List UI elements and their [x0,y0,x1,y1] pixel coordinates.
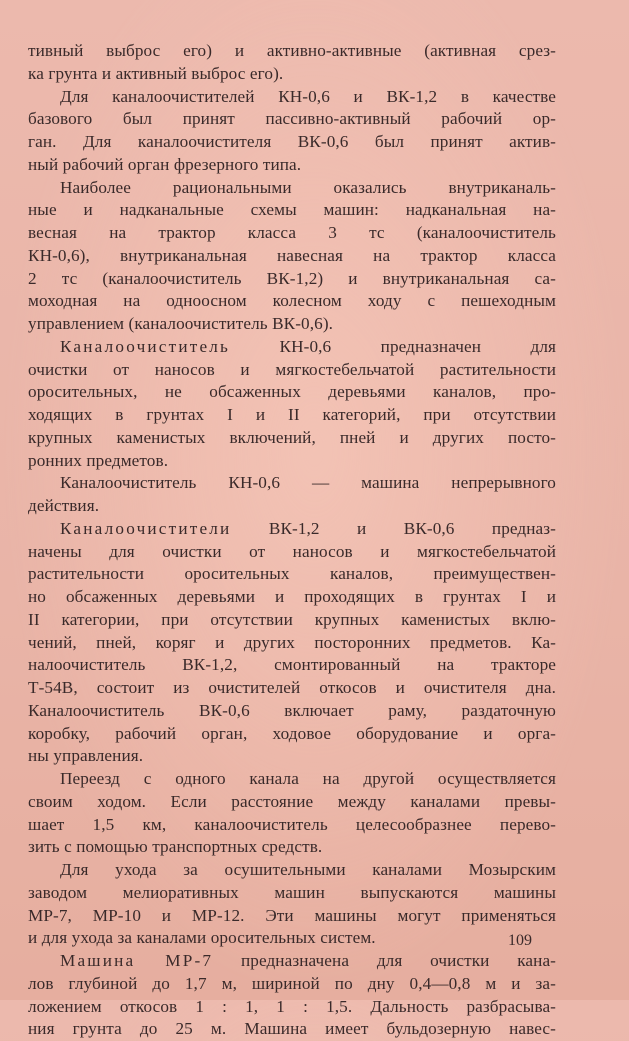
text-line: шает 1,5 км, каналоочиститель целесообразнее перево- [28,814,556,834]
text-line: Переезд с одного канала на другой осуществляется [60,769,556,788]
text-line: Каналоочиститель КН-0,6 — машина непрерывного [60,473,556,493]
text-line: начены для очистки от наносов и мягкостебельчатой [28,541,556,561]
text-line [28,336,556,359]
text-line: весная на трактор класса 3 тс (каналоочиститель [28,223,556,242]
text-line: ные и надканальные схемы машин: надканальная на- [28,200,556,220]
line-rest: КН-0,6 предназначен для [230,336,556,356]
line-rest: ВК-1,2 и ВК-0,6 предназ- [231,518,556,538]
text-line: ходящих в грунтах I и II категорий, при отсутствии [28,405,556,424]
text-line: базового был принят пассивно-активный рабочий ор- [28,109,556,129]
text-line: но обсаженных деревьями и проходящих в грунтах I и [28,587,556,606]
text-line: тивный выброс его) и активно-активные (активная срез- [28,41,556,60]
text-line: лов глубиной до 1,7 м, шириной по дну 0,4—0,8 м и за- [28,973,556,993]
text-line: своим ходом. Если расстояние между каналами превы- [28,791,556,811]
text-line: и для ухода за каналами оросительных систем. [28,928,376,948]
text-line: зить с помощью транспортных средств. [28,837,323,857]
text-line: налоочиститель ВК-1,2, смонтированный на тракторе [28,655,556,675]
spaced-term: Машина МР-7 [60,951,214,970]
text-line: Т-54В, состоит из очистителей откосов и очистителя дна. [28,678,556,697]
text-line: растительности оросительных каналов, преимуществен- [28,564,556,584]
page-number: 109 [508,932,532,949]
text-line: ный рабочий орган фрезерного типа. [28,154,302,174]
text-line: Каналоочиститель ВК-0,6 включает раму, раздаточную [28,700,556,720]
text-line: МР-7, МР-10 и МР-12. Эти машины могут применяться [28,905,556,925]
text-line: оросительных, не обсаженных деревьями каналов, про- [28,382,556,402]
text-line [28,950,556,973]
text-line: II категории, при отсутствии крупных каменистых вклю- [28,609,556,629]
text-line [28,518,556,541]
text-line: ния грунта до 25 м. Машина имеет бульдозерную навес- [28,1019,556,1039]
text-line: заводом мелиоративных машин выпускаются машины [28,882,556,902]
text-line: коробку, рабочий орган, ходовое оборудование и орга- [28,723,556,743]
text-line: Для каналоочистителей КН-0,6 и ВК-1,2 в качестве [60,86,556,106]
text-line: управлением (каналоочиститель ВК-0,6). [28,314,334,333]
text-line: очистки от наносов и мягкостебельчатой растительности [28,359,556,379]
text-line: ны управления. [28,746,144,766]
text-line: чений, пней, коряг и других посторонних предметов. Ка- [28,632,556,652]
text-line: моходная на одноосном колесном ходу с пешеходным [28,291,556,311]
text-line: действия. [28,496,100,515]
book-page-text [28,40,556,1041]
spaced-term: Каналоочистители [60,518,232,538]
line-rest: предназначена для очистки кана- [213,951,556,970]
text-line: крупных каменистых включений, пней и других посто- [28,427,556,447]
text-line: ган. Для каналоочистителя ВК-0,6 был принят актив- [28,132,556,151]
text-line: ка грунта и активный выброс его). [28,63,284,83]
text-line: 2 тс (каналоочиститель ВК-1,2) и внутриканальная са- [28,268,556,288]
text-line: ронних предметов. [28,450,169,470]
text-line: Наиболее рациональными оказались внутриканаль- [60,177,556,197]
spaced-term: Каналоочиститель [60,336,231,356]
text-line: Для ухода за осушительными каналами Мозырским [60,860,556,879]
text-line: КН-0,6), внутриканальная навесная на трактор класса [28,245,556,265]
text-line: ложением откосов 1 : 1, 1 : 1,5. Дальность разбрасыва- [28,996,556,1016]
